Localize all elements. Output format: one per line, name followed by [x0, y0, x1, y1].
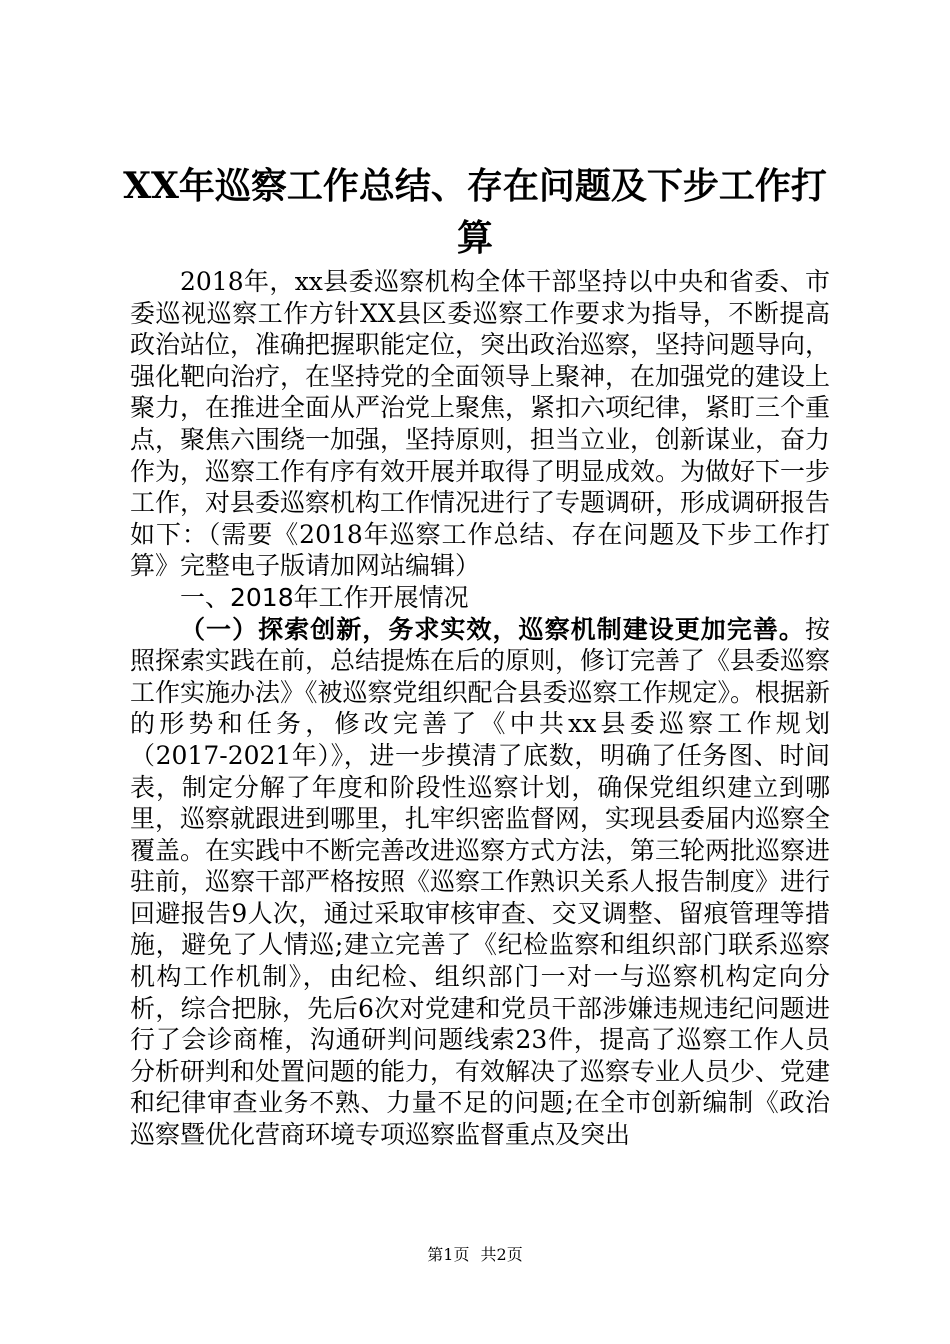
subsection-heading: （一）探索创新，务求实效，巡察机制建设更加完善。: [180, 614, 805, 644]
section-heading: 一、2018年工作开展情况: [180, 582, 469, 612]
intro-paragraph: 2018年，xx县委巡察机构全体干部坚持以中央和省委、市委巡视巡察工作方针XX县区委巡察工作要求为指导，不断提高政治站位，准确把握职能定位，突出政治巡察，坚持问题导向，强化靶向治疗，在坚持党的全面领导上聚神，在加强党的建设上聚力，在推进全面从严治党上聚焦，紧扣六项纪律，紧盯三个重点，聚焦六围绕一加强，坚持原则，担当立业，创新谋业，奋力作为，巡察工作有序有效开展并取得了明显成效。为做好下一步工作，对县委巡察机构工作情况进行了专题调研，形成调研报告如下：（需要《2018年巡察工作总结、存在问题及下步工作打算》完整电子版请加网站编辑）: [130, 267, 831, 581]
subsection-paragraph: [130, 614, 830, 1151]
page-number: 第1页: [427, 1245, 470, 1264]
subsection-text: 按照探索实践在前，总结提炼在后的原则，修订完善了《县委巡察工作实施办法》《被巡察党组织配合县委巡察工作规定》。根据新的形势和任务，修改完善了《中共xx县委巡察工作规划（2017-2021年）》，进一步摸清了底数，明确了任务图、时间表，制定分解了年度和阶段性巡察计划，确保党组织建立到哪里，巡察就跟进到哪里，扎牢织密监督网，实现县委届内巡察全覆盖。在实践中不断完善改进巡察方式方法，第三轮两批巡察进驻前，巡察干部严格按照《巡察工作熟识关系人报告制度》进行回避报告9人次，通过采取审核审查、交叉调整、留痕管理等措施，避免了人情巡;建立完善了《纪检监察和组织部门联系巡察机构工作机制》，由纪检、组织部门一对一与巡察机构定向分析，综合把脉，先后6次对党建和党员干部涉嫌违规违纪问题进行了会诊商榷，沟通研判问题线索23件，提高了巡察工作人员分析研判和处置问题的能力，有效解决了巡察专业人员少、党建和纪律审查业务不熟、力量不足的问题;在全市创新编制《政治巡察暨优化营商环境专项巡察监督重点及突出: [130, 614, 831, 1150]
document-title-line1: XX年巡察工作总结、存在问题及下步工作打: [123, 165, 827, 207]
document-title-line2: 算: [456, 217, 493, 259]
document-body: [130, 266, 830, 1151]
page-footer: [0, 1242, 950, 1265]
page-total: 共2页: [480, 1245, 523, 1264]
